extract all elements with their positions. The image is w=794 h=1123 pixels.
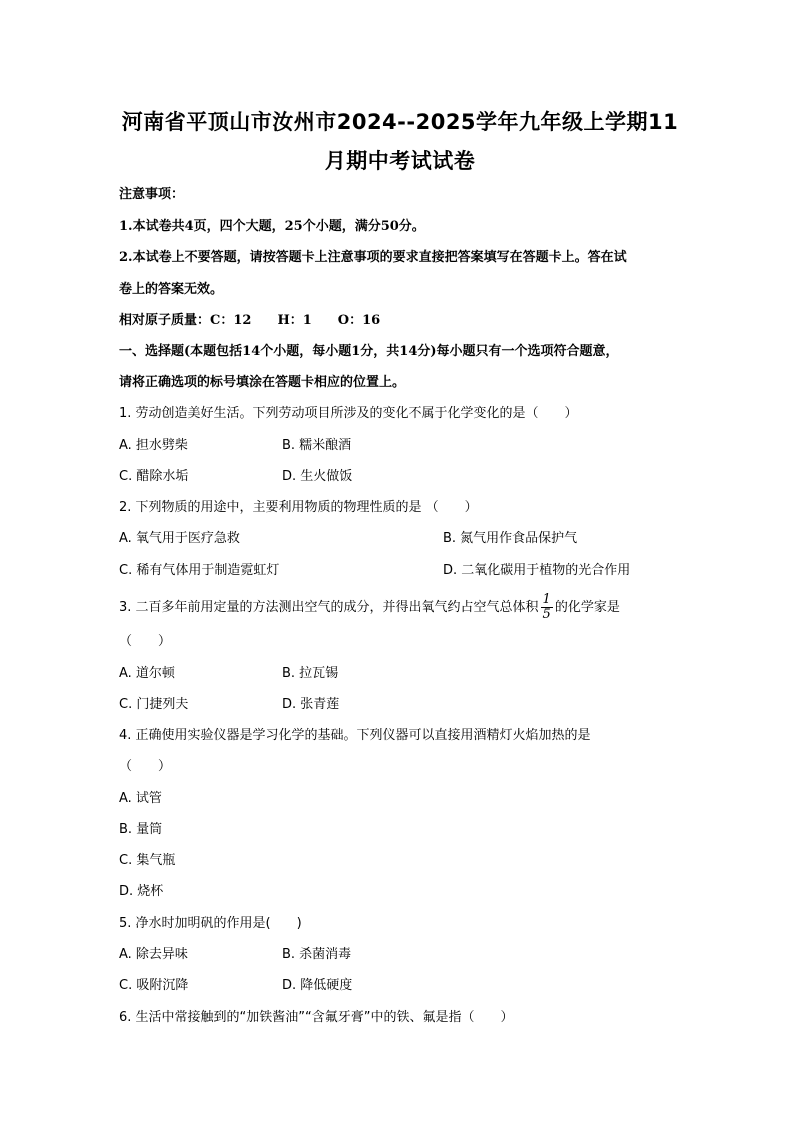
question-4-option-d: D. 烧杯: [119, 884, 164, 899]
question-4-option-c: C. 集气瓶: [119, 853, 176, 868]
question-5-option-d: D. 降低硬度: [282, 978, 353, 993]
question-4-option-a: A. 试管: [119, 791, 162, 806]
question-2-option-b: B. 氮气用作食品保护气: [443, 531, 578, 546]
section-1-intro-line-1: 一、选择题(本题包括14个小题，每小题1分，共14分)每小题只有一个选项符合题意，: [119, 344, 619, 359]
question-2-option-c: C. 稀有气体用于制造霓虹灯: [119, 563, 280, 578]
question-3-stem: [119, 593, 620, 622]
question-2-stem: 2. 下列物质的用途中，主要利用物质的物理性质的是 （ ）: [119, 500, 478, 515]
one-fifth-fraction: [541, 593, 553, 622]
question-1-option-a: A. 担水劈柴: [119, 438, 188, 453]
question-5-stem: 5. 净水时加明矾的作用是( ): [119, 916, 302, 931]
question-1-stem: 1. 劳动创造美好生活。下列劳动项目所涉及的变化不属于化学变化的是（ ）: [119, 406, 578, 421]
question-1-option-d: D. 生火做饭: [282, 469, 353, 484]
question-4-option-b: B. 量筒: [119, 822, 163, 837]
question-3-option-a: A. 道尔顿: [119, 666, 175, 681]
question-3-option-c: C. 门捷列夫: [119, 697, 189, 712]
question-4-stem: 4. 正确使用实验仪器是学习化学的基础。下列仪器可以直接用酒精灯火焰加热的是: [119, 728, 591, 743]
exam-title-line-1: 河南省平顶山市汝州市2024--2025学年九年级上学期11: [121, 110, 679, 134]
notice-item-1: 1.本试卷共4页，四个大题，25个小题，满分50分。: [119, 219, 425, 234]
question-4-stem-line-2: （ ）: [119, 759, 172, 774]
atomic-mass-line: 相对原子质量：C：12 H：1 O：16: [119, 313, 381, 328]
fraction-numerator: 1: [542, 592, 551, 607]
question-3-option-d: D. 张青莲: [282, 697, 340, 712]
question-1-option-b: B. 糯米酿酒: [282, 438, 352, 453]
question-2-option-d: D. 二氧化碳用于植物的光合作用: [443, 563, 631, 578]
question-2-option-a: A. 氧气用于医疗急救: [119, 531, 240, 546]
question-6-stem: 6. 生活中常接触到的“加铁酱油”“含氟牙膏”中的铁、氟是指（ ）: [119, 1010, 514, 1025]
question-5-option-b: B. 杀菌消毒: [282, 947, 352, 962]
question-5-option-c: C. 吸附沉降: [119, 978, 189, 993]
notice-item-2-line-1: 2.本试卷上不要答题，请按答题卡上注意事项的要求直接把答案填写在答题卡上。答在试: [119, 250, 627, 265]
fraction-denominator: 5: [542, 607, 551, 622]
question-3-stem-line-2: （ ）: [119, 634, 172, 649]
section-1-intro-line-2: 请将正确选项的标号填涂在答题卡相应的位置上。: [119, 375, 406, 390]
question-3-option-b: B. 拉瓦锡: [282, 666, 339, 681]
notice-heading: 注意事项：: [119, 187, 185, 202]
question-1-option-c: C. 醋除水垢: [119, 469, 189, 484]
exam-title-line-2: 月期中考试试卷: [324, 149, 476, 173]
question-3-stem-after: 的化学家是: [554, 600, 620, 615]
question-5-option-a: A. 除去异味: [119, 947, 188, 962]
notice-item-2-line-2: 卷上的答案无效。: [119, 282, 224, 297]
question-3-stem-before: 3. 二百多年前用定量的方法测出空气的成分，并得出氧气约占空气总体积: [119, 600, 539, 615]
